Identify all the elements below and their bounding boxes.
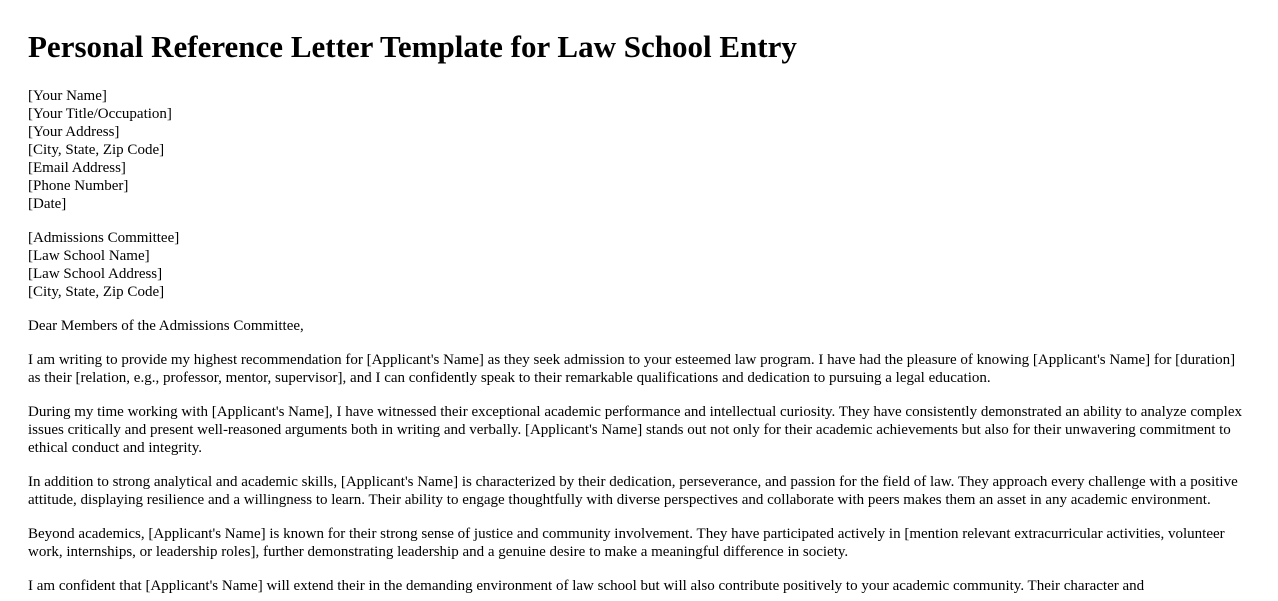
sender-address-block (28, 87, 1250, 213)
recipient-address-block (28, 229, 1250, 301)
body-paragraph: Beyond academics, [Applicant's Name] is known for their strong sense of justice and community involvement. They have participated actively in [mention relevant extracurricular activities, volunteer work, internships, or leadership roles], further demonstrating leadership and a genuine desire to make a meaningful difference in society. (28, 526, 1225, 560)
body-paragraph: In addition to strong analytical and academic skills, [Applicant's Name] is characterized by their dedication, perseverance, and passion for the field of law. They approach every challenge with a positive attitude, displaying resilience and a willingness to learn. Their ability to engage thoughtfully with diverse perspectives and collaborate with peers makes them an asset in any academic environment. (28, 474, 1238, 508)
sender-email: [Email Address] (28, 160, 126, 176)
body-paragraph: I am confident that [Applicant's Name] will extend their in the demanding environment of law school but will also contribute positively to your academic community. Their character and (28, 578, 1145, 594)
page-title: Personal Reference Letter Template for Law School Entry (28, 29, 797, 64)
sender-title: [Your Title/Occupation] (28, 106, 172, 122)
sender-city-state-zip: [City, State, Zip Code] (28, 142, 165, 158)
recipient-school-address: [Law School Address] (28, 266, 163, 282)
body-paragraph: I am writing to provide my highest recommendation for [Applicant's Name] as they seek admission to your esteemed law program. I have had the pleasure of knowing [Applicant's Name] for [duration] as their [relation, e.g., professor, mentor, supervisor], and I can confidently speak to their remarkable qualifications and dedication to pursuing a legal education. (28, 352, 1236, 386)
recipient-city-state-zip: [City, State, Zip Code] (28, 284, 165, 300)
sender-address: [Your Address] (28, 124, 120, 140)
recipient-school-name: [Law School Name] (28, 248, 150, 264)
sender-date: [Date] (28, 196, 67, 212)
body-paragraph: During my time working with [Applicant's Name], I have witnessed their exceptional academic performance and intellectual curiosity. They have consistently demonstrated an ability to analyze complex issues critically and present well-reasoned arguments both in writing and verbally. [Applicant's Name] stands out not only for their academic achievements but also for their unwavering commitment to ethical conduct and integrity. (28, 404, 1242, 456)
recipient-committee: [Admissions Committee] (28, 230, 180, 246)
sender-phone: [Phone Number] (28, 178, 129, 194)
salutation: Dear Members of the Admissions Committee, (28, 318, 304, 334)
sender-name: [Your Name] (28, 88, 107, 104)
